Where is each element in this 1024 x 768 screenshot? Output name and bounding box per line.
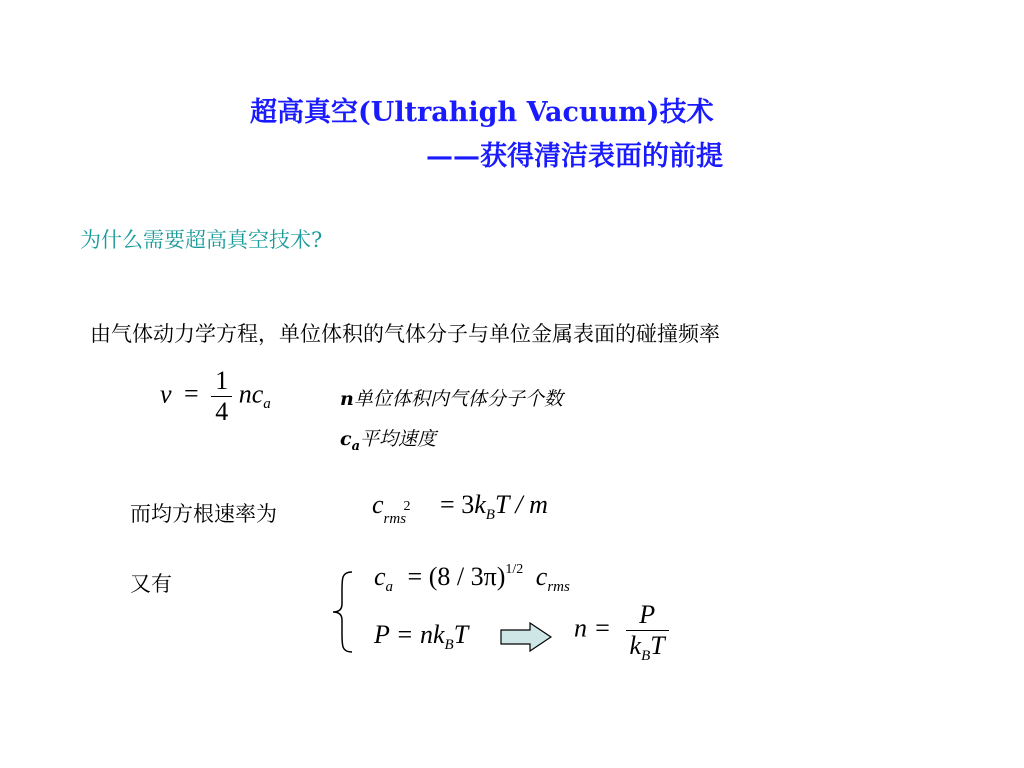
- fraction-denominator: 4: [215, 397, 229, 426]
- rms-subscript: rms: [383, 511, 407, 527]
- rms-formula: [372, 490, 548, 527]
- den-k: k: [629, 631, 642, 660]
- note-c-symbol: c: [340, 428, 352, 450]
- ca-c: c: [374, 562, 386, 591]
- note-c-subscript: a: [351, 439, 361, 454]
- left-brace: [330, 570, 356, 654]
- ca-subscript2: rms: [547, 579, 570, 595]
- fraction-numerator: 1: [215, 366, 229, 395]
- question-text: 为什么需要超高真空技术?: [80, 228, 323, 252]
- density-denominator: [626, 631, 669, 664]
- p-lhs: P = n: [374, 620, 433, 649]
- ca-superscript: 1/2: [505, 562, 524, 577]
- rms-superscript: 2: [403, 499, 411, 514]
- c-symbol: c: [251, 379, 264, 409]
- n-lhs: n =: [574, 613, 612, 643]
- slide-title-line2: ——获得清洁表面的前提: [426, 141, 723, 172]
- density-formula: [574, 600, 669, 664]
- den-k-subscript: B: [641, 648, 651, 664]
- rms-tail: T / m: [494, 490, 548, 519]
- c-subscript: a: [263, 396, 271, 413]
- note-c: [340, 424, 437, 454]
- ca-subscript: a: [385, 579, 394, 595]
- right-arrow-icon: [500, 622, 552, 652]
- n-symbol: n: [238, 379, 252, 409]
- also-label: 又有: [130, 572, 172, 596]
- slide-title-line1: 超高真空(Ultrahigh Vacuum)技术: [250, 97, 714, 128]
- one-quarter-fraction: [211, 366, 232, 427]
- mean-speed-formula: [374, 562, 570, 595]
- ca-rhs: = (8 / 3π): [407, 562, 506, 591]
- density-fraction: [626, 600, 669, 664]
- p-k-subscript: B: [444, 637, 454, 653]
- equals-sign: =: [184, 379, 199, 409]
- nu-symbol: ν: [160, 379, 172, 409]
- rms-rhs: = 3: [440, 490, 475, 519]
- note-n: [340, 384, 563, 411]
- p-k: k: [432, 620, 445, 649]
- note-n-desc: 单位体积内气体分子个数: [353, 388, 563, 410]
- note-c-desc: 平均速度: [360, 428, 437, 450]
- ca-c2: c: [535, 562, 548, 591]
- rms-label: 而均方根速率为: [130, 502, 277, 526]
- ideal-gas-formula: [374, 620, 469, 653]
- rms-k-subscript: B: [485, 507, 495, 523]
- note-n-symbol: n: [340, 388, 354, 410]
- den-T: T: [650, 631, 665, 660]
- rms-c: c: [372, 490, 384, 519]
- intro-text: 由气体动力学方程，单位体积的气体分子与单位金属表面的碰撞频率: [90, 322, 720, 346]
- collision-frequency-formula: [160, 366, 271, 427]
- p-T: T: [453, 620, 469, 649]
- density-numerator: P: [639, 600, 656, 629]
- rms-k: k: [474, 490, 486, 519]
